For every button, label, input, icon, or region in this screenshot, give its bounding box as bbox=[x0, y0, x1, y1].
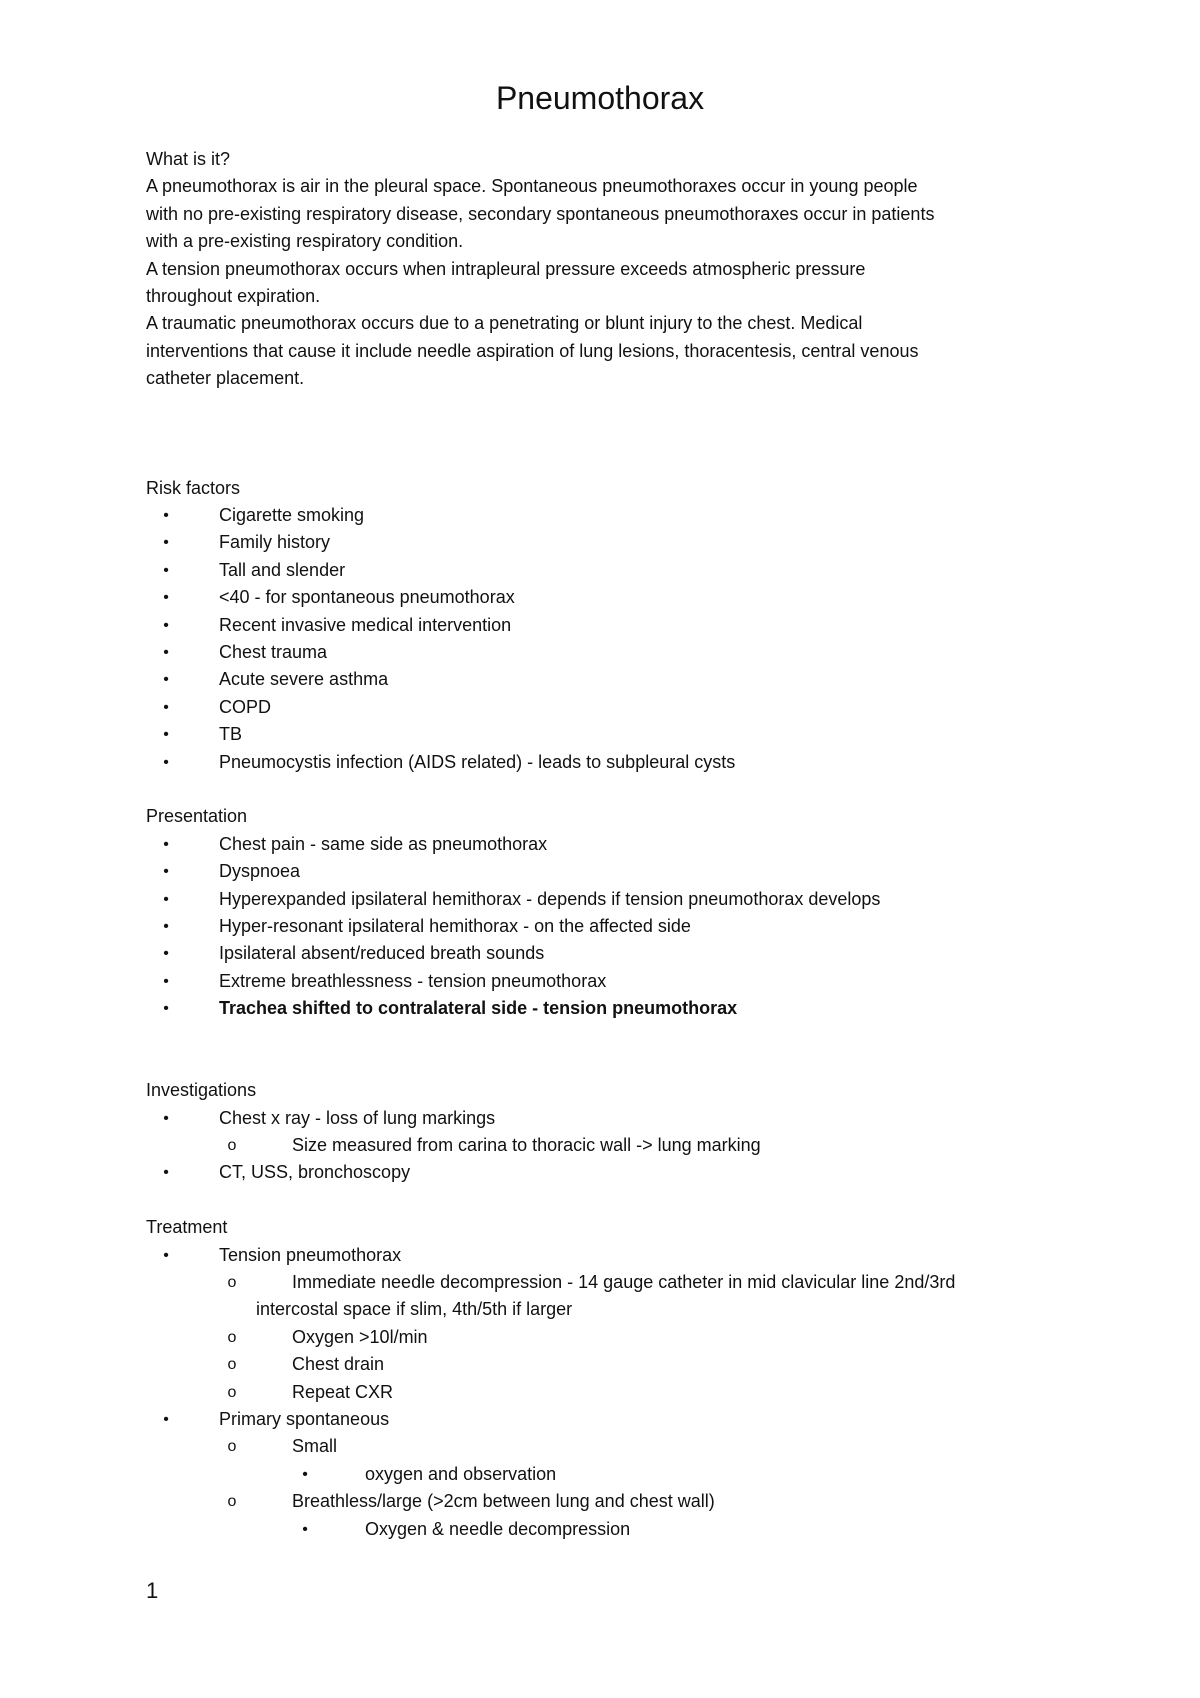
list-item bbox=[146, 721, 1076, 748]
section-heading: Risk factors bbox=[146, 477, 241, 498]
list-item bbox=[146, 529, 1076, 556]
list-item bbox=[146, 1351, 1076, 1378]
list-item bbox=[146, 940, 1076, 967]
list-item bbox=[146, 968, 1076, 995]
bullet-icon: • bbox=[163, 972, 169, 990]
bullet-icon: • bbox=[163, 1109, 169, 1127]
blank-line bbox=[146, 393, 1076, 420]
hollow-bullet-icon: o bbox=[227, 1137, 237, 1155]
paragraph-line: with no pre-existing respiratory disease, secondary spontaneous pneumothoraxes occur in patients bbox=[146, 203, 935, 224]
list-item-text: Trachea shifted to contralateral side - tension pneumothorax bbox=[219, 998, 738, 1019]
bullet-icon: • bbox=[163, 507, 169, 525]
paragraph-line: catheter placement. bbox=[146, 368, 305, 389]
bullet-icon: • bbox=[163, 890, 169, 908]
bullet-icon: • bbox=[302, 1465, 308, 1483]
list-item bbox=[146, 502, 1076, 529]
blank-line bbox=[146, 1187, 1076, 1214]
list-item-text: TB bbox=[219, 724, 243, 745]
bullet-icon: • bbox=[163, 561, 169, 579]
list-item-text: Pneumocystis infection (AIDS related) - leads to subpleural cysts bbox=[219, 751, 736, 772]
list-item bbox=[146, 1269, 1076, 1296]
list-item-text: Dyspnoea bbox=[219, 861, 301, 882]
list-item-text: Chest x ray - loss of lung markings bbox=[219, 1107, 496, 1128]
list-item bbox=[146, 1324, 1076, 1351]
hollow-bullet-icon: o bbox=[227, 1383, 237, 1401]
list-item bbox=[146, 1105, 1076, 1132]
paragraph-line: with a pre-existing respiratory condition. bbox=[146, 231, 464, 252]
paragraph-line: What is it? bbox=[146, 149, 231, 169]
list-item bbox=[146, 1132, 1076, 1159]
paragraph-line: A traumatic pneumothorax occurs due to a penetrating or blunt injury to the chest. Medical bbox=[146, 313, 863, 334]
list-item-text: Repeat CXR bbox=[292, 1381, 394, 1402]
list-item-text: Oxygen & needle decompression bbox=[365, 1518, 631, 1539]
list-item bbox=[146, 749, 1076, 776]
list-item bbox=[146, 1461, 1076, 1488]
list-item bbox=[146, 1516, 1076, 1543]
list-item bbox=[146, 913, 1076, 940]
list-item-text: Chest drain bbox=[292, 1354, 385, 1375]
list-item-text: Immediate needle decompression - 14 gauge catheter in mid clavicular line 2nd/3rd bbox=[292, 1272, 956, 1293]
bullet-icon: • bbox=[163, 589, 169, 607]
blank-line bbox=[146, 776, 1076, 803]
list-item-text: <40 - for spontaneous pneumothorax bbox=[219, 587, 515, 608]
section-heading: Presentation bbox=[146, 806, 248, 827]
hollow-bullet-icon: o bbox=[227, 1438, 237, 1456]
list-item bbox=[146, 1488, 1076, 1515]
list-item-text: CT, USS, bronchoscopy bbox=[219, 1162, 411, 1183]
list-item bbox=[146, 1433, 1076, 1460]
list-item bbox=[146, 612, 1076, 639]
list-item bbox=[146, 995, 1076, 1022]
bullet-icon: • bbox=[163, 1000, 169, 1018]
bullet-icon: • bbox=[163, 1164, 169, 1182]
list-item bbox=[146, 831, 1076, 858]
list-item-text: Cigarette smoking bbox=[219, 505, 365, 526]
paragraph-line: A pneumothorax is air in the pleural space. Spontaneous pneumothoraxes occur in young people bbox=[146, 176, 918, 197]
blank-line bbox=[146, 1050, 1076, 1077]
list-item-text: Ipsilateral absent/reduced breath sounds bbox=[219, 943, 545, 964]
list-item bbox=[146, 1379, 1076, 1406]
bullet-icon: • bbox=[163, 726, 169, 744]
bullet-icon: • bbox=[163, 616, 169, 634]
list-item-text: Tension pneumothorax bbox=[219, 1244, 402, 1265]
list-item bbox=[146, 1242, 1076, 1269]
list-item bbox=[146, 584, 1076, 611]
bullet-icon: • bbox=[163, 917, 169, 935]
list-item-text: Primary spontaneous bbox=[219, 1408, 390, 1429]
document-body bbox=[146, 146, 1076, 1543]
bullet-icon: • bbox=[163, 1410, 169, 1428]
bullet-icon: • bbox=[163, 534, 169, 552]
list-item-text: Oxygen >10l/min bbox=[292, 1326, 428, 1347]
list-item bbox=[146, 694, 1076, 721]
hollow-bullet-icon: o bbox=[227, 1356, 237, 1374]
list-item-continuation bbox=[146, 1296, 1076, 1323]
list-item bbox=[146, 666, 1076, 693]
bullet-icon: • bbox=[163, 698, 169, 716]
list-item-text: Hyperexpanded ipsilateral hemithorax - depends if tension pneumothorax develops bbox=[219, 888, 881, 909]
list-item-text: Recent invasive medical intervention bbox=[219, 614, 512, 635]
blank-line bbox=[146, 420, 1076, 447]
list-item bbox=[146, 1159, 1076, 1186]
bullet-icon: • bbox=[163, 945, 169, 963]
list-item-text: Tall and slender bbox=[219, 559, 346, 580]
list-item-text: Breathless/large (>2cm between lung and chest wall) bbox=[292, 1491, 715, 1512]
list-item-text: intercostal space if slim, 4th/5th if larger bbox=[256, 1299, 573, 1320]
section-heading: Treatment bbox=[146, 1217, 228, 1238]
bullet-icon: • bbox=[163, 835, 169, 853]
paragraph-line: throughout expiration. bbox=[146, 285, 321, 306]
page-number: 1 bbox=[146, 1578, 159, 1603]
bullet-icon: • bbox=[163, 644, 169, 662]
list-item bbox=[146, 858, 1076, 885]
list-item-text: Chest pain - same side as pneumothorax bbox=[219, 833, 548, 854]
paragraph-line: A tension pneumothorax occurs when intrapleural pressure exceeds atmospheric pressure bbox=[146, 258, 866, 279]
list-item bbox=[146, 557, 1076, 584]
list-item-text: COPD bbox=[219, 696, 272, 717]
list-item-text: Small bbox=[292, 1436, 338, 1457]
bullet-icon: • bbox=[163, 863, 169, 881]
list-item bbox=[146, 1406, 1076, 1433]
list-item-text: Size measured from carina to thoracic wall -> lung marking bbox=[292, 1135, 761, 1156]
list-item-text: Chest trauma bbox=[219, 642, 328, 663]
blank-line bbox=[146, 447, 1076, 474]
bullet-icon: • bbox=[302, 1520, 308, 1538]
list-item bbox=[146, 639, 1076, 666]
list-item-text: Hyper-resonant ipsilateral hemithorax - on the affected side bbox=[219, 915, 691, 936]
hollow-bullet-icon: o bbox=[227, 1274, 237, 1292]
list-item bbox=[146, 886, 1076, 913]
bullet-icon: • bbox=[163, 753, 169, 771]
list-item-text: oxygen and observation bbox=[365, 1463, 557, 1484]
list-item-text: Acute severe asthma bbox=[219, 669, 389, 690]
paragraph-line: interventions that cause it include needle aspiration of lung lesions, thoracentesis, central venous bbox=[146, 340, 919, 361]
hollow-bullet-icon: o bbox=[227, 1328, 237, 1346]
hollow-bullet-icon: o bbox=[227, 1493, 237, 1511]
section-heading: Investigations bbox=[146, 1080, 257, 1101]
list-item-text: Extreme breathlessness - tension pneumothorax bbox=[219, 970, 607, 991]
list-item-text: Family history bbox=[219, 532, 331, 553]
bullet-icon: • bbox=[163, 1246, 169, 1264]
document-title: Pneumothorax bbox=[495, 80, 705, 116]
blank-line bbox=[146, 1023, 1076, 1050]
bullet-icon: • bbox=[163, 671, 169, 689]
